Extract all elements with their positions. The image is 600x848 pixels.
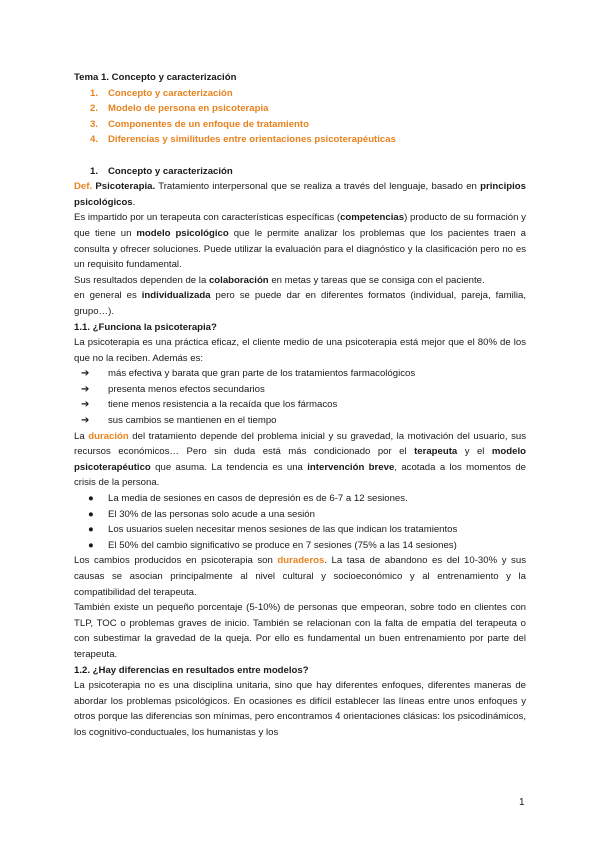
list-item: ● Los usuarios suelen necesitar menos sesiones de las que indican los tratamientos xyxy=(74,522,526,538)
list-item: ● La media de sesiones en casos de depresión es de 6-7 a 12 sesiones. xyxy=(74,491,526,507)
paragraph-eficaz: La psicoterapia es una práctica eficaz, el cliente medio de una psicoterapia está mejor que el 80% de los que no la reciben. Además es: xyxy=(74,337,526,364)
list-item: ➔ tiene menos resistencia a la recaída que los fármacos xyxy=(74,397,526,413)
toc-item-label: Diferencias y similitudes entre orientaciones psicoterapéuticas xyxy=(108,134,396,146)
page-title: Tema 1. Concepto y caracterización xyxy=(74,72,237,83)
paragraph-duraderos: Los cambios producidos en psicoterapia son duraderos. La tasa de abandono es del 10-30% y sus causas se asocian principalmente al nivel cultural y socioeconómico y al entrenamiento y la compatibilidad del terapeuta. xyxy=(74,555,526,598)
paragraph-duracion: La duración del tratamiento depende del problema inicial y su gravedad, la motivación del usuario, sus recursos económicos… Pero sin duda está más condicionado por el terapeuta y el modelo psicoterapéutico que asuma. La tendencia es una intervención breve, acotada a los momentos de crisis de la persona. xyxy=(74,430,527,489)
paragraph-unitaria: La psicoterapia no es una disciplina unitaria, sino que hay diferentes enfoques, diferentes maneras de abordar los problemas psicológicos. En ocasiones es difícil establecer las líneas entre unos enfoques y otros porque las diferencias son mínimas, pero encontramos 4 orientaciones clásicas: los psicodinámicos, los cognitivo-conductuales, los humanistas y los xyxy=(74,680,526,738)
toc-item[interactable]: 4. Diferencias y similitudes entre orientaciones psicoterapéuticas xyxy=(90,134,396,146)
bullet-icon: ● xyxy=(88,524,94,536)
list-item: ● El 30% de las personas solo acude a una sesión xyxy=(74,507,526,523)
list-item: ➔ presenta menos efectos secundarios xyxy=(74,382,526,398)
arrow-icon: ➔ xyxy=(81,383,90,395)
arrow-icon: ➔ xyxy=(81,368,90,380)
toc-item-label: Modelo de persona en psicoterapia xyxy=(108,103,269,115)
paragraph-resultados: Sus resultados dependen de la colaboración en metas y tareas que se consiga con el paciente. xyxy=(74,274,485,286)
section-heading: 1. Concepto y caracterización xyxy=(90,165,233,177)
list-item: ➔ más efectiva y barata que gran parte de los tratamientos farmacológicos xyxy=(74,366,526,382)
toc-item-label: Componentes de un enfoque de tratamiento xyxy=(108,118,309,130)
def-tag: Def. xyxy=(74,181,93,193)
table-of-contents xyxy=(74,86,526,148)
toc-item[interactable]: 2. Modelo de persona en psicoterapia xyxy=(90,103,269,115)
toc-item[interactable]: 1. Concepto y caracterización xyxy=(90,87,233,99)
def-term: Psicoterapia. xyxy=(95,181,156,193)
bullet-icon: ● xyxy=(88,539,94,551)
list-item: ➔ sus cambios se mantienen en el tiempo xyxy=(74,413,526,429)
arrow-list xyxy=(74,366,526,428)
definition-paragraph: Def. Psicoterapia. Tratamiento interpersonal que se realiza a través del lenguaje, basado en principios psicológicos. xyxy=(74,181,526,208)
bullet-icon: ● xyxy=(88,508,94,520)
subheading-1-1: 1.1. ¿Funciona la psicoterapia? xyxy=(74,321,217,333)
toc-item[interactable]: 3. Componentes de un enfoque de tratamiento xyxy=(90,118,309,130)
arrow-icon: ➔ xyxy=(81,399,90,411)
bullet-icon: ● xyxy=(88,493,94,505)
paragraph-empeoran: También existe un pequeño porcentaje (5-10%) de personas que empeoran, sobre todo en clientes con TLP, TOC o problemas graves de inicio. También se relacionan con la falta de empatía del terapeuta o con subestimar la gravedad de la queja. Por ello es fundamental un buen entrenamiento por parte del terapeuta. xyxy=(74,602,526,660)
arrow-icon: ➔ xyxy=(81,415,90,427)
page-number: 1 xyxy=(519,797,525,808)
subheading-1-2: 1.2. ¿Hay diferencias en resultados entre modelos? xyxy=(74,664,309,676)
document-page xyxy=(74,70,526,741)
paragraph-general: en general es individualizada pero se puede dar en diferentes formatos (individual, pareja, familia, grupo…). xyxy=(74,290,526,317)
toc-item-label: Concepto y caracterización xyxy=(108,87,233,99)
paragraph-impartido: Es impartido por un terapeuta con características específicas (competencias) producto de su formación y que tiene un modelo psicológico que le permite analizar los problemas que los pacientes traen a consulta y ofrecer soluciones. Puede utilizar la evaluación para el diagnóstico y la clasificación pero no es un requisito fundamental. xyxy=(74,212,526,271)
bullet-list xyxy=(74,491,526,553)
list-item: ● El 50% del cambio significativo se produce en 7 sesiones (75% a las 14 sesiones) xyxy=(74,538,526,554)
